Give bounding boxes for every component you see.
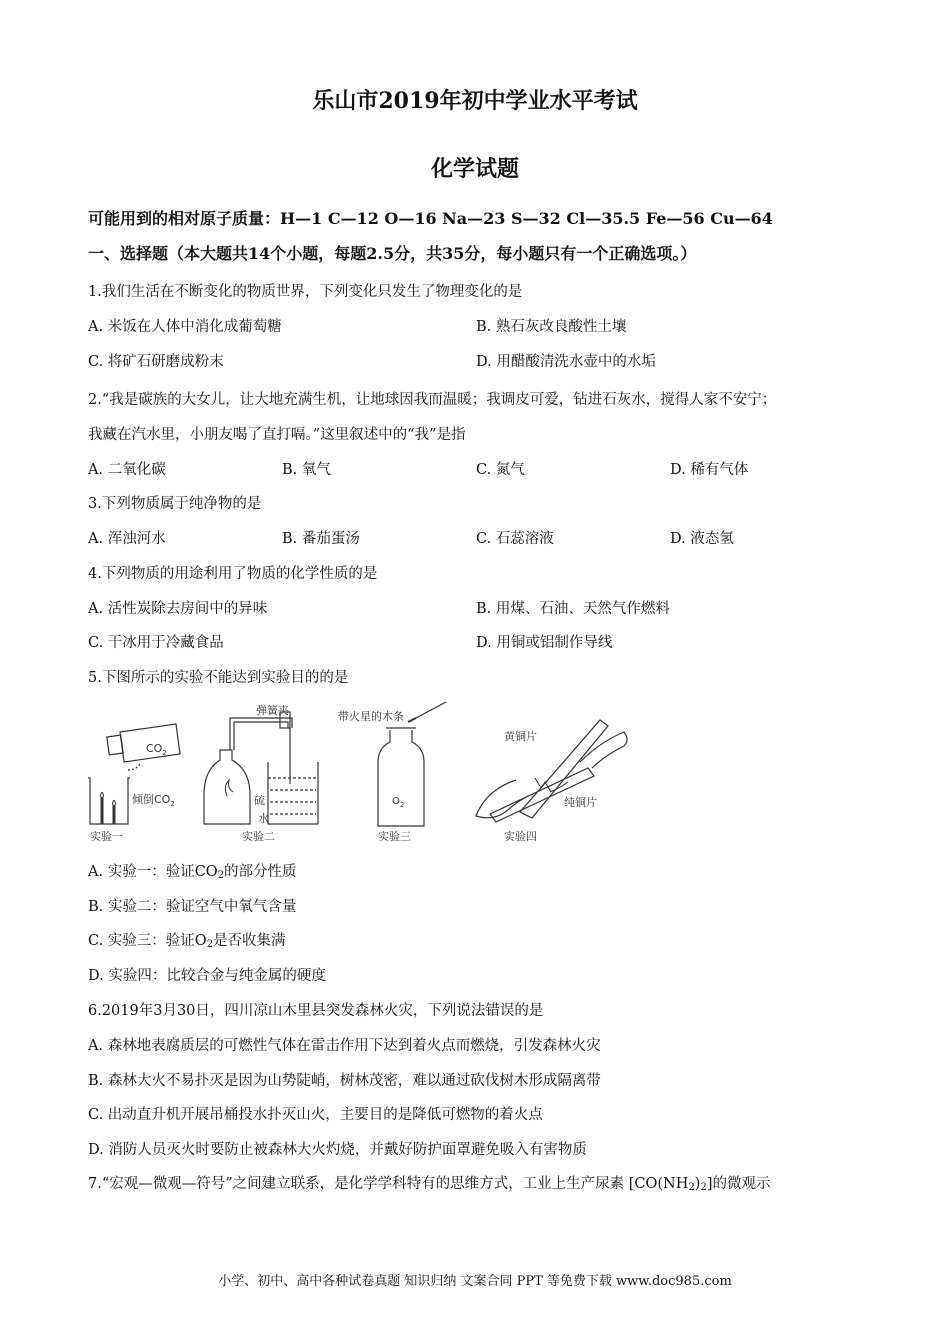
question-3-option-b: B. 番茄蛋汤	[282, 531, 360, 547]
co2-bottle-label: $CO_2$	[146, 742, 167, 757]
question-6-option-d: D. 消防人员灭火时要防止被森林大火灼烧，并戴好防护面罩避免吸入有害物质	[88, 1142, 587, 1158]
spring-clip-label: 弹簧夹	[256, 704, 289, 717]
experiment-3-label: 实验三	[378, 830, 411, 843]
question-3-stem: 3.下列物质属于纯净物的是	[88, 496, 262, 512]
question-7-stem: 7.“宏观—微观—符号”之间建立联系，是化学学科特有的思维方式，工业上生产尿素 $[CO(NH_2)_2]$的微观示	[88, 1176, 771, 1193]
question-1-option-b: B. 熟石灰改良酸性土壤	[476, 319, 627, 335]
question-4-option-b: B. 用煤、石油、天然气作燃料	[476, 601, 670, 617]
page-footer: 小学、初中、高中各种试卷真题 知识归纳 文案合同 PPT 等免费下载 www.doc985.com	[218, 1274, 732, 1289]
question-2-stem-line2: 我藏在汽水里，小朋友喝了直打嗝。”这里叙述中的“我”是指	[88, 427, 466, 443]
question-5-option-c: C. 实验三：验证$O_2$是否收集满	[88, 933, 286, 950]
question-4-option-a: A. 活性炭除去房间中的异味	[88, 601, 268, 617]
co2-bottle-icon	[107, 724, 180, 762]
question-2-option-d: D. 稀有气体	[670, 462, 749, 478]
question-2-stem-line1: 2.“我是碳族的大女儿，让大地充满生机，让地球因我而温暖；我调皮可爱，钻进石灰水，搅得人家不安宁；	[88, 392, 777, 408]
experiment-1-label: 实验一	[90, 830, 123, 843]
question-2-option-c: C. 氮气	[476, 462, 525, 478]
exam-subtitle: 化学试题	[430, 156, 519, 182]
sulfur-label: 硫	[254, 794, 265, 807]
question-6-stem: 6.2019年3月30日，四川凉山木里县突发森林火灾，下列说法错误的是	[88, 1003, 544, 1019]
atomic-masses: 可能用到的相对原子质量：H—1 C—12 O—16 Na—23 S—32 Cl—35.5 Fe—56 Cu—64	[88, 209, 773, 228]
splint-icon	[408, 718, 416, 722]
question-2-option-b: B. 氧气	[282, 462, 331, 478]
flask-with-tube-icon	[204, 712, 318, 824]
question-6-option-c: C. 出动直升机开展吊桶投水扑灭山火，主要目的是降低可燃物的着火点	[88, 1107, 543, 1123]
question-3-option-a: A. 浑浊河水	[88, 531, 166, 547]
question-1-option-c: C. 将矿石研磨成粉末	[88, 354, 224, 370]
question-4-option-c: C. 干冰用于冷藏食品	[88, 635, 224, 651]
experiment-figure	[80, 700, 640, 845]
section-heading: 一、选择题（本大题共14个小题，每题2.5分，共35分，每小题只有一个正确选项。）	[88, 244, 697, 263]
hands-with-plates-icon	[476, 720, 627, 822]
splint-label: 带火星的木条	[338, 710, 404, 723]
question-6-option-a: A. 森林地表腐质层的可燃性气体在雷击作用下达到着火点而燃烧，引发森林火灾	[88, 1038, 601, 1054]
question-2-option-a: A. 二氧化碳	[88, 462, 166, 478]
question-5-option-a: A. 实验一：验证$CO_2$的部分性质	[88, 864, 297, 881]
pour-co2-label: 倾倒$CO_2$	[132, 793, 175, 808]
exam-title: 乐山市2019年初中学业水平考试	[312, 88, 638, 114]
o2-label: $O_2$	[392, 796, 405, 809]
question-4-stem: 4.下列物质的用途利用了物质的化学性质的是	[88, 566, 378, 582]
question-6-option-b: B. 森林大火不易扑灭是因为山势陡峭，树林茂密，难以通过砍伐树木形成隔离带	[88, 1073, 601, 1089]
question-3-option-c: C. 石蕊溶液	[476, 531, 554, 547]
water-label: 水	[258, 812, 269, 825]
question-5-option-b: B. 实验二：验证空气中氧气含量	[88, 899, 297, 915]
question-5-option-d: D. 实验四：比较合金与纯金属的硬度	[88, 968, 326, 984]
question-4-option-d: D. 用铜或铝制作导线	[476, 635, 613, 651]
question-1-option-d: D. 用醋酸清洗水壶中的水垢	[476, 354, 656, 370]
question-5-stem: 5.下图所示的实验不能达到实验目的的是	[88, 670, 349, 686]
brass-label: 黄铜片	[504, 730, 537, 743]
pure-copper-label: 纯铜片	[564, 796, 597, 809]
question-1-option-a: A. 米饭在人体中消化成葡萄糖	[88, 319, 282, 335]
experiment-2-label: 实验二	[242, 830, 275, 843]
experiment-4-label: 实验四	[504, 830, 537, 843]
question-1-stem: 1.我们生活在不断变化的物质世界，下列变化只发生了物理变化的是	[88, 284, 523, 300]
question-3-option-d: D. 液态氢	[670, 531, 734, 547]
